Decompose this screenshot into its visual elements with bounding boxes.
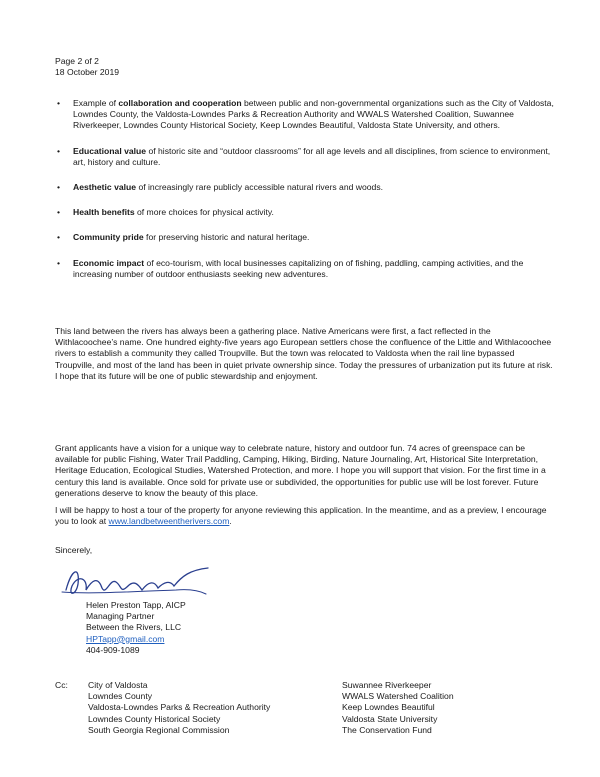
list-item: • Health benefits of more choices for physical activity. — [57, 207, 274, 218]
history-paragraph: This land between the rivers has always been a gathering place. Native Americans were first, a fact reflected in the Withlacoochee’s name. One hundred eighty-five years ago European settlers chose the confluence of the Little and Withlacoochee rivers to establish a community they called Troupville. But the town was relocated to Valdosta when the rail line bypassed Troupville, and most of the land has been in quiet private ownership since. Today the pressures of urbanization put its future at risk. I hope that its future will be one of public stewardship and enjoyment. — [55, 326, 553, 381]
signature-icon — [58, 560, 218, 604]
list-item: • Example of collaboration and cooperation between public and non-governmental organizations such as the City of Valdosta, Lowndes County, the Valdosta-Lowndes Parks & Recreation Authority and WWALS Watershed Coalition, Suwannee Riverkeeper, Lowndes County Historical Society, Keep Lowndes Beautiful, Valdosta State University, and others. — [57, 98, 554, 131]
list-item: • Community pride for preserving historic and natural heritage. — [57, 232, 310, 243]
signer-block — [86, 600, 186, 656]
website-link[interactable]: www.landbetweentherivers.com — [108, 516, 230, 527]
bullet-icon: • — [57, 145, 61, 156]
bullet-icon: • — [57, 207, 61, 218]
list-item: Valdosta-Lowndes Parks & Recreation Authority — [88, 702, 271, 713]
letter-date: 18 October 2019 — [55, 67, 120, 78]
signer-title: Managing Partner — [86, 611, 155, 622]
list-item: City of Valdosta — [88, 680, 148, 690]
page-number: Page 2 of 2 — [55, 56, 99, 66]
list-item: South Georgia Regional Commission — [88, 724, 230, 735]
signer-company: Between the Rivers, LLC — [86, 622, 182, 633]
list-item: The Conservation Fund — [342, 724, 432, 735]
benefits-list — [55, 98, 560, 294]
bullet-icon: • — [57, 232, 61, 243]
list-item: Valdosta State University — [342, 713, 438, 724]
signer-name: Helen Preston Tapp, AICP — [86, 600, 186, 610]
list-item: Lowndes County — [88, 691, 153, 702]
cc-list-left — [88, 680, 270, 736]
vision-paragraph: Grant applicants have a vision for a unique way to celebrate nature, history and outdoor fun. 74 acres of greenspace can be available for public Fishing, Water Trail Paddling, Camping, Hiking, Birding, Nature Journaling, Art, Historical Site Interpretation, Heritage Education, Ecological Studies, Watershed Protection, and more. I hope you will support that vision. For the first time in a century this land is available. Once sold for private use or subdivided, the opportunities for public use will be lost forever. Future generations deserve to know the beauty of this place. — [55, 443, 546, 498]
list-item: • Economic impact of eco-tourism, with local businesses capitalizing on of fishing, paddling, camping activities, and the increasing number of outdoor enthusiasts seeking new adventures. — [57, 257, 524, 279]
list-item: Lowndes County Historical Society — [88, 713, 221, 724]
signer-phone: 404-909-1089 — [86, 644, 140, 655]
list-item: • Educational value of historic site and “outdoor classrooms” for all age levels and all disciplines, from science to environment, art, history and culture. — [57, 145, 551, 167]
cc-list-right — [342, 680, 454, 736]
list-item: • Aesthetic value of increasingly rare publicly accessible natural rivers and woods. — [57, 182, 384, 193]
page-header — [55, 56, 119, 78]
list-item: WWALS Watershed Coalition — [342, 691, 454, 702]
bullet-icon: • — [57, 98, 61, 108]
closing: Sincerely, — [55, 545, 93, 555]
bullet-icon: • — [57, 257, 61, 268]
signer-email-link[interactable]: HPTapp@gmail.com — [86, 633, 165, 644]
list-item: Suwannee Riverkeeper — [342, 680, 432, 690]
cc-label: Cc: — [55, 680, 68, 690]
bullet-icon: • — [57, 182, 61, 193]
list-item: Keep Lowndes Beautiful — [342, 702, 435, 713]
tour-paragraph: I will be happy to host a tour of the property for anyone reviewing this application. In the meantime, and as a preview, I encourage you to look at www.landbetweentherivers.com. — [55, 505, 547, 527]
